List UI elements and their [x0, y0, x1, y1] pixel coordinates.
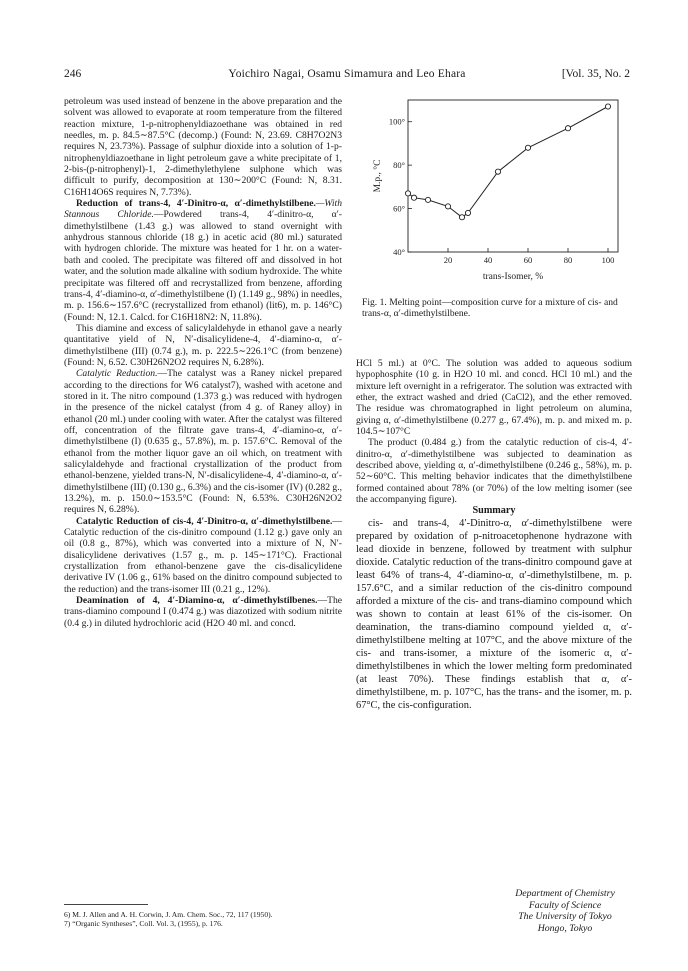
affiliation-line: Hongo, Tokyo	[537, 922, 593, 934]
footnote: 7) “Organic Syntheses”, Coll. Vol. 3, (1955), p. 176.	[64, 919, 223, 929]
y-tick-label: 100°	[388, 116, 405, 127]
data-point	[525, 145, 530, 150]
x-axis-label: trans-Isomer, %	[482, 272, 544, 282]
paragraph: Catalytic Reduction.—The catalyst was a Raney nickel prepared according to the directions for W6 catalyst7), washed with acetone and stored in it. The nitro compound (1.373 g.) was reduced with hydrogen in the presence of the nickel catalyst (from 4 g. of Raney alloy) in ethanol (20 ml.) under cooling with water. After the catalyst was filtered off, concentration of the filtrate gave trans-4, 4′-diamino-α, α′-dimethylstilbene (I) (0.635 g., 57.8%), m. p. 157.6°C. Removal of the ethanol from the mother liquor gave an oil which, on treatment with salicylaldehyde and fractional crystallization of the product from ethanol-benzene, yielded trans-N, N′-disalicylidene-4, 4′-diamino-α, α′-dimethylstilbene (III) (0.130 g., 6.3%) and the cis-isomer (IV) (0.282 g., 13.2%), m. p. 150.0∼153.5°C (Found: N, 6.53%. C30H26N2O2 requires N, 6.28%).	[64, 368, 342, 516]
left-column	[64, 96, 342, 629]
section-heading: Deamination of 4, 4′-Diamino-α, α′-dimethylstilbenes.	[76, 595, 318, 607]
paragraph: Catalytic Reduction of cis-4, 4′-Dinitro-α, α′-dimethylstilbene.—Catalytic reduction of the cis-dinitro compound (1.12 g.) gave only an oil (0.8 g., 87%), which was converted into a mixture of N, N′-disalicylidene derivatives (1.57 g., m. p. 145∼171°C). Fractional crystallization from ethanol-benzene gave the cis-disalicylidene derivative IV (1.06 g., 61% based on the dinitro compound subjected to the reduction) and the trans-isomer III (0.21 g., 12%).	[64, 515, 342, 595]
y-tick-label: 80°	[393, 160, 405, 171]
series-line-trans-branch	[462, 107, 608, 218]
footnote: 6) M. J. Allen and A. H. Corwin, J. Am. Chem. Soc., 72, 117 (1950).	[64, 910, 273, 919]
y-axis-label: M.p., °C	[373, 159, 383, 193]
data-point	[425, 197, 430, 202]
data-point	[565, 126, 570, 131]
paragraph: The product (0.484 g.) from the catalytic reduction of cis-4, 4′-dinitro-α, α′-dimethylstilbene was subjected to deamination as described above, yielding α, α′-dimethylstilbene (0.246 g., 58%), m. p. 52∼60°C. This melting behavior indicates that the dimethylstilbene formed contained about 78% (or 70%) of the low melting isomer (see the accompanying figure).	[356, 437, 632, 506]
data-point	[411, 195, 416, 200]
data-point	[405, 191, 410, 196]
y-tick-label: 60°	[393, 203, 405, 214]
affiliation-line: Faculty of Science	[528, 899, 602, 911]
footnote-rule	[64, 904, 148, 905]
right-column	[356, 358, 632, 712]
paragraph: Reduction of trans-4, 4′-Dinitro-α, α′-dimethylstilbene.—With Stannous Chloride.—Powdered trans-4, 4′-dinitro-α, α′-dimethylstilbene (1.43 g.) was allowed to stand overnight with anhydrous stannous chloride (18 g.) in acetic acid (80 ml.) saturated with hydrogen chloride. The mixture was heated for 1 hr. on a water-bath and cooled. The precipitate was filtered off and dissolved in hot water, and the solution made alkaline with sodium hydroxide. The white precipitate was filtered off and recrystallized from benzene, affording trans-4, 4′-diamino-α, α′-dimethylstilbene (I) (1.149 g., 98%) in needles, m. p. 156.6∼157.6°C (recrystallized from ethanol) (lit6), m. p. 146°C) (Found: N, 12.1. Calcd. for C16H18N2: N, 11.8%).	[64, 198, 343, 323]
affiliation	[500, 888, 630, 934]
section-heading: Reduction of trans-4, 4′-Dinitro-α, α′-dimethylstilbene.	[76, 198, 316, 210]
figure-label: Fig. 1.	[362, 297, 387, 308]
data-point	[605, 104, 610, 109]
plot-frame	[408, 100, 618, 252]
section-heading: Catalytic Reduction of cis-4, 4′-Dinitro-α, α′-dimethylstilbene.	[76, 515, 333, 527]
x-tick-label: 60	[523, 255, 533, 265]
footnotes	[64, 910, 354, 928]
volume-info: [Vol. 35, No. 2	[561, 68, 630, 80]
affiliation-line: Department of Chemistry	[515, 888, 615, 899]
figure-caption	[362, 297, 622, 319]
page-number: 246	[64, 68, 82, 80]
x-tick-label: 100	[601, 255, 615, 265]
data-point	[445, 204, 450, 209]
running-authors: Yoichiro Nagai, Osamu Simamura and Leo Ehara	[228, 68, 466, 80]
summary-paragraph: cis- and trans-4, 4′-Dinitro-α, α′-dimethylstilbene were prepared by oxidation of p-nitroacetophenone hydrazone with lead dioxide in benzene, followed by treatment with sulphur dioxide. Catalytic reduction of the trans-dinitro compound gave at least 64% of trans-4, 4′-diamino-α, α′-dimethylstilbene, m. p. 157.6°C, and a similar reduction of the cis-dinitro compound afforded a mixture of the cis- and trans-diamino compound which was shown to contain at least 61% of the cis-isomer. On deamination, the trans-diamino compound yielded α, α′-dimethylstilbene melting at 107°C, and the above mixture of the cis- and trans-isomer, a mixture of the isomeric α, α′-dimethylstilbenes in which the lower melting form predominated (at least 70%). These findings establish that α, α′-dimethylstilbene, m. p. 107°C, has the trans- and the isomer, m. p. 67°C, the cis-configuration.	[356, 517, 632, 711]
paragraph: petroleum was used instead of benzene in the above preparation and the solvent was allowed to evaporate at room temperature from the filtered reaction mixture, 1-p-nitrophenyldiazoethane was obtained in red needles, m. p. 84.5∼87.5°C (decomp.) (Found: N, 23.69. C8H7O2N3 requires N, 23.73%). Passage of sulphur dioxide into a solution of 1-p-nitrophenyldiazoethane in light petroleum gave a white precipitate of 1, 2-bis-(p-nitrophenyl)-1, 2-dimethylethylene sulphone which was difficult to purify, decomposition at 130∼200°C (Found: N, 8.31. C16H14O6S requires N, 7.73%).	[64, 96, 342, 198]
x-tick-label: 20	[443, 255, 453, 265]
melting-point-chart	[356, 94, 632, 294]
x-tick-label: 40	[483, 255, 493, 265]
paragraph: HCl 5 ml.) at 0°C. The solution was added to aqueous sodium hypophosphite (10 g. in H2O 10 ml. and concd. HCl 10 ml.) and the mixture left overnight in a refrigerator. The solution was extracted with ether, the extract washed and dried (CaCl2), and the ether removed. The residue was chromatographed in light petroleum on alumina, giving α, α′-dimethylstilbene (0.277 g., 67.4%), m. p. and mixed m. p. 104.5∼107°C	[356, 358, 632, 438]
figure-1	[356, 94, 632, 294]
section-subheading: —With Stannous Chloride.	[64, 198, 342, 221]
summary-heading: Summary	[472, 505, 516, 517]
paragraph: This diamine and excess of salicylaldehyde in ethanol gave a nearly quantitative yield of N, N′-disalicylidene-4, 4′-diamino-α, α′-dimethylstilbene (III) (0.74 g.), m. p. 222.5∼226.1°C (from benzene) (Found: N, 6.52. C30H26N2O2 requires N, 6.28%).	[64, 322, 342, 368]
running-header	[64, 68, 630, 84]
y-tick-label: 40°	[393, 247, 405, 257]
data-point	[495, 169, 500, 174]
data-point	[465, 210, 470, 215]
figure-caption-text: Melting point—composition curve for a mixture of cis- and trans-α, α′-dimethylstilbene.	[362, 297, 618, 320]
paragraph: Deamination of 4, 4′-Diamino-α, α′-dimethylstilbenes.—The trans-diamino compound I (0.474 g.) was diazotized with sodium nitrite (0.4 g.) in diluted hydrochloric acid (H2O 40 ml. and concd.	[64, 595, 342, 629]
affiliation-line: The University of Tokyo	[518, 911, 612, 923]
data-point	[459, 215, 464, 220]
section-heading: Catalytic Reduction.	[76, 368, 158, 380]
x-tick-label: 80	[563, 255, 573, 265]
